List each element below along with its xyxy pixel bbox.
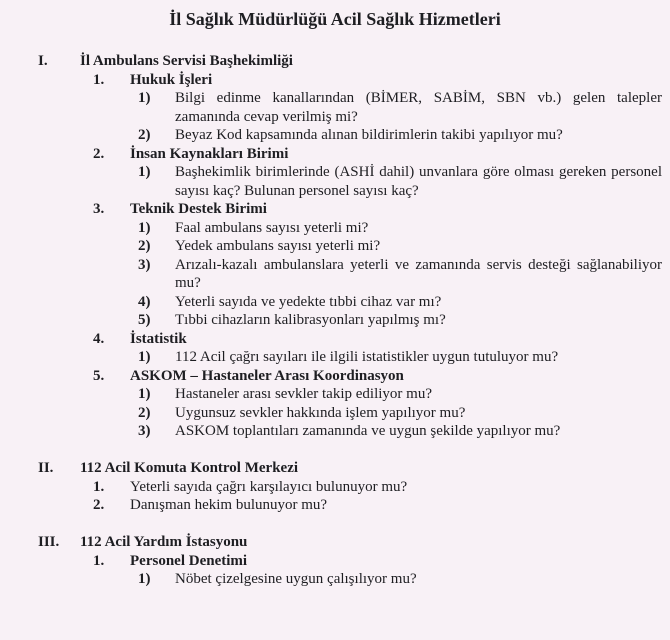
list-item: [80, 570, 662, 589]
section-number: I.: [38, 53, 48, 69]
item-number: 4): [138, 293, 151, 310]
subsection-title: Yeterli sayıda çağrı karşılayıcı bulunuyor mu?: [130, 478, 408, 495]
list-item: [80, 385, 662, 404]
section-number: II.: [38, 460, 54, 476]
subsection-number: 3.: [93, 201, 105, 217]
list-item: [80, 404, 662, 423]
item-number: 3): [138, 423, 151, 439]
subsection-number: 2.: [93, 145, 105, 162]
item-number: 1): [138, 386, 151, 402]
subsection: [80, 71, 670, 145]
section-title: 112 Acil Yardım İstasyonu: [80, 534, 248, 550]
document-body: [0, 52, 670, 589]
item-number: 1): [138, 90, 151, 106]
list-item: [80, 348, 662, 367]
subsection-number: 2.: [93, 497, 105, 513]
subsection-title: Hukuk İşleri: [130, 71, 213, 88]
item-text: Tıbbi cihazların kalibrasyonları yapılmış mı?: [175, 312, 446, 328]
subsection-number: 5.: [93, 367, 105, 384]
item-text: Bilgi edinme kanallarından (BİMER, SABİM, SBN vb.) gelen talepler zamanında cevap verilmiş mi?: [175, 90, 662, 125]
subsection: [80, 367, 670, 441]
subsection: [80, 145, 670, 201]
subsection: [80, 478, 670, 497]
item-text: Yedek ambulans sayısı yeterli mi?: [175, 238, 381, 254]
list-item: [80, 293, 662, 312]
subsection-number: 4.: [93, 330, 105, 347]
subsection-number: 1.: [93, 552, 105, 569]
item-number: 1): [138, 349, 151, 365]
item-number: 2): [138, 238, 151, 254]
item-text: Hastaneler arası sevkler takip ediliyor mu?: [175, 386, 432, 402]
list-item: [80, 256, 662, 293]
section-title: 112 Acil Komuta Kontrol Merkezi: [80, 460, 299, 476]
subsection-number: 1.: [93, 478, 105, 495]
list-item: [80, 422, 662, 441]
list-item: [80, 219, 662, 238]
subsection: [80, 552, 670, 589]
document-title: İl Sağlık Müdürlüğü Acil Sağlık Hizmetleri: [169, 9, 501, 29]
item-number: 1): [138, 219, 151, 236]
section-title: İl Ambulans Servisi Başhekimliği: [80, 53, 293, 69]
item-number: 5): [138, 312, 151, 328]
item-number: 1): [138, 571, 151, 587]
item-text: Faal ambulans sayısı yeterli mi?: [175, 219, 369, 236]
subsection-title: İnsan Kaynakları Birimi: [130, 145, 289, 162]
item-text: Nöbet çizelgesine uygun çalışılıyor mu?: [175, 571, 417, 587]
subsection-title: Teknik Destek Birimi: [130, 201, 267, 217]
list-item: [80, 311, 662, 330]
list-item: [80, 89, 662, 126]
list-item: [80, 163, 662, 200]
section: [0, 533, 670, 589]
item-text: Yeterli sayıda ve yedekte tıbbi cihaz var mı?: [175, 293, 442, 310]
item-text: 112 Acil çağrı sayıları ile ilgili istatistikler uygun tutuluyor mu?: [175, 349, 559, 365]
item-text: ASKOM toplantıları zamanında ve uygun şekilde yapılıyor mu?: [175, 423, 561, 439]
subsection-title: İstatistik: [130, 330, 187, 347]
subsection-title: Personel Denetimi: [130, 552, 248, 569]
subsection: [80, 496, 670, 515]
subsection: [80, 330, 670, 367]
section: [0, 459, 670, 515]
item-number: 3): [138, 256, 151, 273]
section: [0, 52, 670, 441]
subsection-title: ASKOM – Hastaneler Arası Koordinasyon: [130, 367, 404, 384]
item-number: 2): [138, 127, 151, 143]
list-item: [80, 237, 662, 256]
item-text: Başhekimlik birimlerinde (ASHİ dahil) unvanlara göre olması gereken personel sayısı kaç? Bulunan personel sayısı kaç?: [175, 164, 662, 199]
item-number: 1): [138, 164, 151, 180]
subsection-number: 1.: [93, 71, 105, 88]
section-number: III.: [38, 534, 60, 550]
item-text: Arızalı-kazalı ambulanslara yeterli ve zamanında servis desteği sağlanabiliyor mu?: [175, 256, 662, 291]
list-item: [80, 126, 662, 145]
item-text: Uygunsuz sevkler hakkında işlem yapılıyor mu?: [175, 404, 466, 421]
subsection: [80, 200, 670, 330]
item-text: Beyaz Kod kapsamında alınan bildirimlerin takibi yapılıyor mu?: [175, 127, 563, 143]
subsection-title: Danışman hekim bulunuyor mu?: [130, 497, 328, 513]
item-number: 2): [138, 404, 151, 421]
